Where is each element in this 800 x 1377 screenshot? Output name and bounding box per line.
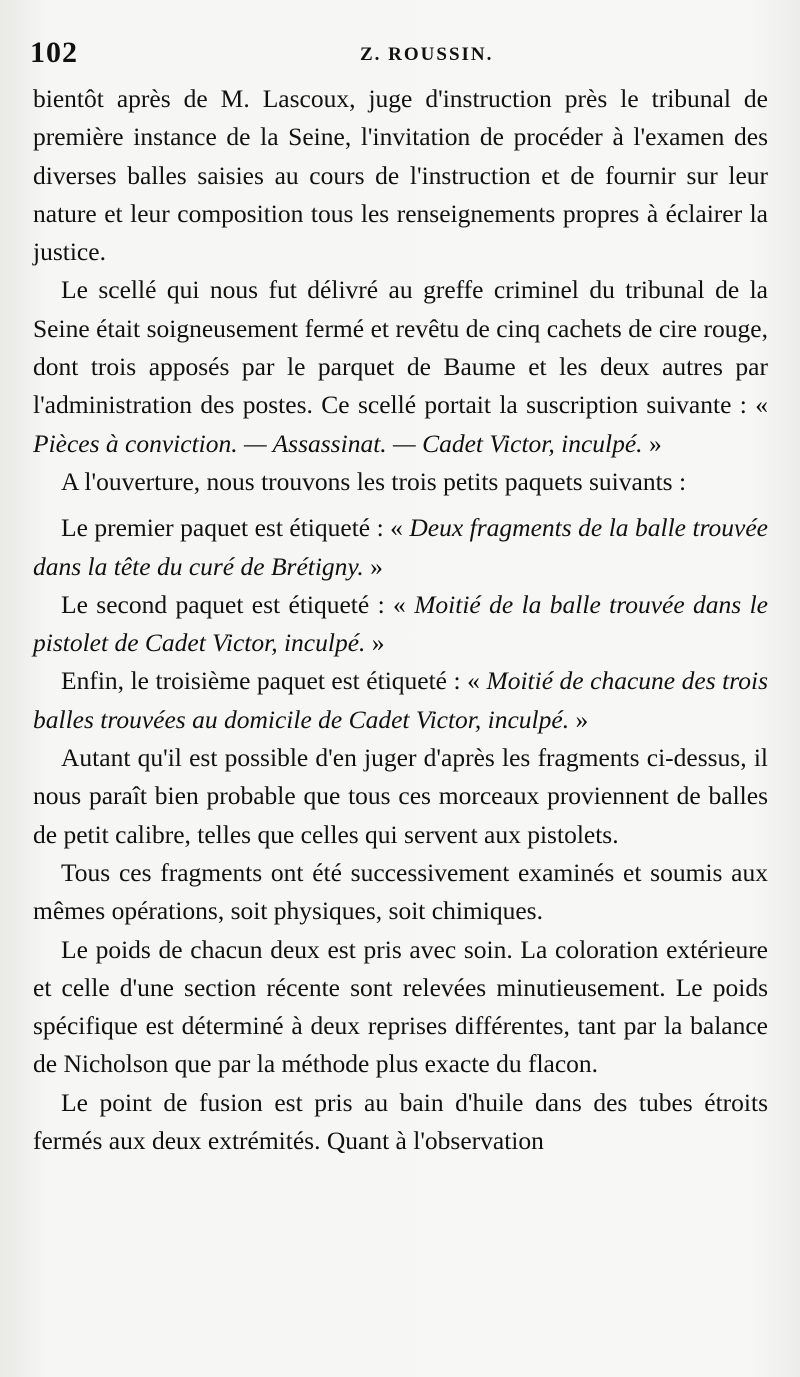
italic-text: Moitié de la balle trouvée dans le pistolet de Cadet Victor, inculpé.: [33, 589, 768, 658]
text-run: Le scellé qui nous fut délivré au greffe criminel du tribunal de la Seine était soigneusement fermé et revêtu de cinq cachets de cire rouge, dont trois apposés par le parquet de Baume et les deux autres par l'administration des postes. Ce scellé portait la suscription suivante : «: [33, 275, 768, 420]
paragraph: [33, 1084, 768, 1161]
italic-text: Moitié de chacune des trois balles trouvées au domicile de Cadet Victor, inculpé.: [33, 666, 768, 734]
text-run: Le premier paquet est étiqueté : «: [61, 513, 410, 543]
text-run: »: [642, 428, 662, 458]
text-run: bientôt après de M. Lascoux, juge d'instruction près le tribunal de première instance de la Seine, l'invitation de procéder à l'examen des diverses balles saisies au cours de l'instruction et de fournir sur leur nature et leur composition tous les renseignements propres à éclairer la justice.: [33, 84, 768, 267]
italic-text: Pièces à conviction. — Assassinat. — Cadet Victor, inculpé.: [33, 428, 643, 458]
paragraph: [33, 271, 768, 462]
paragraph: [33, 662, 768, 739]
text-run: Le point de fusion est pris au bain d'huile dans des tubes étroits fermés aux deux extrémités. Quant à l'observation: [33, 1087, 768, 1156]
text-run: »: [365, 628, 385, 658]
paragraph: [33, 739, 768, 854]
paragraph: [33, 509, 768, 586]
italic-text: Deux fragments de la balle trouvée dans la tête du curé de Brétigny.: [33, 513, 768, 581]
text-run: Autant qu'il est possible d'en juger d'après les fragments ci-dessus, il nous paraît bien probable que tous ces morceaux proviennent de balles de petit calibre, telles que celles qui servent aux pistolets.: [33, 743, 768, 849]
paragraph: [33, 854, 768, 931]
paragraph: [33, 586, 768, 663]
paragraph: [33, 463, 768, 501]
text-run: A l'ouverture, nous trouvons les trois petits paquets suivants :: [61, 466, 687, 496]
text-run: Enfin, le troisième paquet est étiqueté : «: [61, 666, 487, 696]
text-run: Tous ces fragments ont été successivement examinés et soumis aux mêmes opérations, soit physiques, soit chimiques.: [33, 857, 768, 926]
running-head: Z. ROUSSIN.: [360, 44, 494, 65]
page-header: [30, 36, 770, 76]
paragraph: [33, 80, 768, 271]
text-run: »: [569, 704, 589, 734]
page-number: 102: [30, 36, 78, 69]
body-text: [33, 80, 768, 1160]
text-run: Le second paquet est étiqueté : «: [61, 589, 415, 619]
text-run: Le poids de chacun deux est pris avec soin. La coloration extérieure et celle d'une section récente sont relevées minutieusement. Le poids spécifique est déterminé à deux reprises différentes, tant par la balance de Nicholson que par la méthode plus exacte du flacon.: [33, 934, 768, 1079]
text-run: »: [363, 551, 383, 581]
paragraph: [33, 931, 768, 1084]
